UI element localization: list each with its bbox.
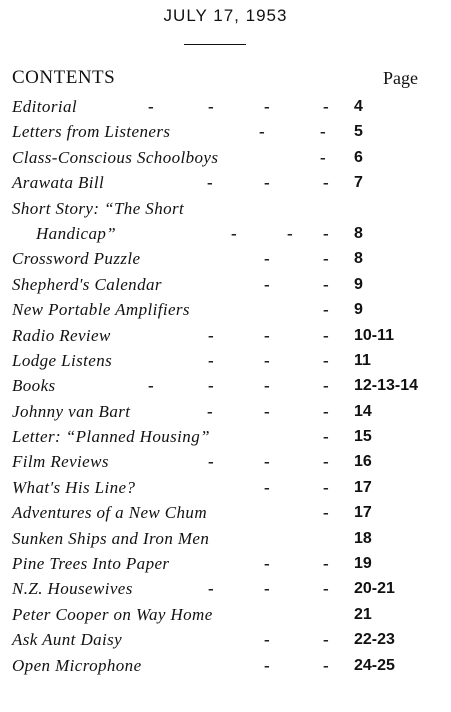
toc-entry-title [12, 424, 210, 449]
toc-entry-title [12, 551, 169, 576]
toc-entry-page: 12-13-14 [354, 377, 419, 395]
contents-heading: CONTENTS [12, 67, 116, 88]
leader-dash: - [207, 173, 213, 193]
leader-dash: - [264, 452, 270, 472]
toc-entry-title-line: Peter Cooper on Way Home [12, 604, 213, 624]
toc-entry-title-line: Ask Aunt Daisy [12, 630, 123, 650]
toc-entry-page: 15 [354, 428, 372, 446]
toc-entry-title-line: Editorial [12, 97, 77, 116]
toc-entry-page: 24-25 [354, 656, 395, 674]
toc-entry-title-line: Johnny van Bart [12, 401, 131, 421]
toc-entry-title-line: Shepherd's Calendar [12, 274, 162, 294]
toc-entry-title-line: What's His Line? [12, 477, 136, 497]
toc-entry-title [12, 526, 209, 551]
leader-dash: - [264, 554, 270, 574]
leader-dash: - [264, 376, 270, 396]
toc-entry-title [12, 449, 109, 474]
leader-dash: - [264, 630, 270, 650]
leader-dash: - [148, 97, 154, 116]
toc-entry [0, 94, 451, 119]
toc-entry [0, 170, 451, 195]
toc-entry-title [12, 348, 112, 373]
toc-entry-title [12, 196, 184, 247]
leader-dash: - [264, 325, 270, 345]
toc-entry-page: 14 [354, 402, 372, 420]
toc-entry-page: 17 [354, 504, 372, 522]
leader-dash: - [323, 401, 329, 421]
leader-dash: - [323, 173, 329, 193]
leader-dash: - [323, 452, 329, 472]
toc-entry-title [12, 170, 104, 195]
toc-entry-title-line: Open Microphone [12, 655, 142, 675]
leader-dash: - [323, 477, 329, 497]
toc-entry-page: 17 [354, 478, 372, 496]
page-column-heading: Page [383, 68, 418, 88]
toc-entry [0, 602, 451, 627]
toc-entry-title-line: Arawata Bill [12, 173, 105, 193]
leader-dash: - [264, 249, 270, 269]
leader-dash: - [208, 350, 214, 370]
toc-entry-title-line: New Portable Amplifiers [12, 300, 190, 320]
toc-entry-title-line: Lodge Listens [12, 350, 113, 370]
leader-dash: - [264, 97, 270, 116]
leader-dash: - [208, 579, 214, 599]
toc-entry-title-line: Sunken Ships and Iron Men [12, 528, 210, 548]
toc-entry [0, 449, 451, 474]
leader-dash: - [323, 249, 329, 269]
toc-entry [0, 323, 451, 348]
leader-dash: - [320, 122, 326, 142]
toc-entry [0, 373, 451, 398]
toc-entry-page: 9 [354, 301, 363, 319]
toc-entry [0, 272, 451, 297]
toc-entry-page: 6 [354, 148, 363, 166]
leader-dash: - [264, 401, 270, 421]
leader-dash: - [323, 300, 329, 320]
header-rule [184, 44, 246, 45]
toc-entry-title [12, 145, 218, 170]
toc-entry-page: 7 [354, 174, 363, 192]
toc-entry-page: 22-23 [354, 631, 395, 649]
toc-entry [0, 576, 451, 601]
leader-dash: - [287, 223, 293, 243]
leader-dash: - [207, 401, 213, 421]
leader-dash: - [208, 325, 214, 345]
toc-entry [0, 627, 451, 652]
toc-entry [0, 551, 451, 576]
toc-entry-title-line: Film Reviews [12, 452, 109, 472]
toc-entry-title-line: Books [12, 376, 56, 396]
toc-entry-title-line: Handicap” [36, 223, 117, 243]
toc-entry [0, 500, 451, 525]
leader-dash: - [323, 325, 329, 345]
toc-entry-page: 21 [354, 605, 372, 623]
toc-entry [0, 653, 451, 678]
toc-entry [0, 246, 451, 271]
toc-entry-page: 16 [354, 453, 372, 471]
toc-entry-title [12, 272, 162, 297]
toc-entry-title [12, 373, 56, 398]
leader-dash: - [231, 223, 237, 243]
toc-entry-page: 8 [354, 250, 363, 268]
leader-dash: - [264, 274, 270, 294]
toc-entry-title [12, 246, 140, 271]
toc-entry-page: 20-21 [354, 580, 395, 598]
toc-entry [0, 424, 451, 449]
leader-dash: - [208, 376, 214, 396]
leader-dash: - [320, 147, 326, 167]
toc-entry-title [12, 500, 207, 525]
toc-entry-page: 8 [354, 224, 363, 242]
toc-entry-title-line: Short Story: “The Short [12, 198, 185, 218]
issue-date: JULY 17, 1953 [163, 6, 288, 25]
leader-dash: - [323, 97, 329, 116]
toc-entry-title-line: Letters from Listeners [12, 122, 171, 142]
toc-entry-title [12, 297, 190, 322]
toc-entry-title [12, 576, 133, 601]
toc-entry [0, 348, 451, 373]
leader-dash: - [323, 579, 329, 599]
toc-entry-title [12, 653, 142, 678]
toc-entry-page: 5 [354, 123, 363, 141]
toc-entry-page: 18 [354, 529, 372, 547]
toc-entry [0, 399, 451, 424]
toc-entry [0, 526, 451, 551]
leader-dash: - [264, 655, 270, 675]
toc-entry-title-line: Class-Conscious Schoolboys [12, 147, 219, 167]
leader-dash: - [208, 97, 214, 116]
leader-dash: - [259, 122, 265, 142]
toc-entry-title-line: Pine Trees Into Paper [12, 554, 170, 574]
toc-entry-title [12, 323, 111, 348]
toc-entry [0, 297, 451, 322]
toc-entry-page: 19 [354, 555, 372, 573]
toc-entry-title-line: Letter: “Planned Housing” [12, 427, 210, 447]
toc-entry-title-line: Radio Review [12, 325, 111, 345]
leader-dash: - [323, 376, 329, 396]
toc-entry-title [12, 627, 122, 652]
toc-entry-page: 9 [354, 275, 363, 293]
leader-dash: - [323, 630, 329, 650]
toc-entry-title [12, 475, 135, 500]
contents-list [0, 94, 451, 678]
toc-entry-title [12, 602, 213, 627]
leader-dash: - [323, 223, 329, 243]
toc-entry [0, 119, 451, 144]
leader-dash: - [323, 274, 329, 294]
toc-entry-title-line: N.Z. Housewives [12, 579, 133, 599]
toc-entry [0, 145, 451, 170]
toc-entry-page: 4 [354, 98, 363, 115]
leader-dash: - [208, 452, 214, 472]
toc-entry [0, 475, 451, 500]
leader-dash: - [323, 350, 329, 370]
leader-dash: - [264, 350, 270, 370]
toc-entry-title [12, 119, 170, 144]
leader-dash: - [323, 554, 329, 574]
leader-dash: - [323, 427, 329, 447]
toc-entry-title-line: Crossword Puzzle [12, 249, 141, 269]
toc-entry-title [12, 399, 130, 424]
toc-entry [0, 196, 451, 247]
leader-dash: - [264, 579, 270, 599]
toc-entry-page: 11 [354, 351, 371, 369]
leader-dash: - [323, 503, 329, 523]
leader-dash: - [264, 173, 270, 193]
leader-dash: - [148, 376, 154, 396]
leader-dash: - [323, 655, 329, 675]
toc-entry-page: 10-11 [354, 326, 395, 344]
toc-entry-title [12, 94, 77, 119]
toc-entry-title-line: Adventures of a New Chum [12, 503, 208, 523]
leader-dash: - [264, 477, 270, 497]
